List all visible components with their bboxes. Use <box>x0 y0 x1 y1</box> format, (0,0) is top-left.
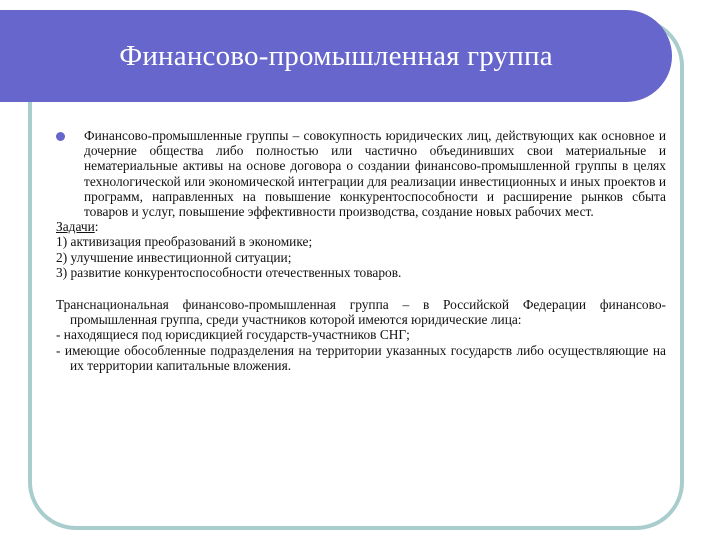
definition-paragraph <box>56 128 666 219</box>
spacer <box>56 280 666 297</box>
task-item: 1) активизация преобразований в экономике; <box>56 234 313 250</box>
bullet-dot-icon <box>56 132 65 141</box>
title-underline <box>84 103 636 106</box>
task-item: 2) улучшение инвестиционной ситуации; <box>56 249 292 265</box>
transnational-item: - имеющие обособленные подразделения на территории указанных государств либо осуществляющие на их территории капитальные вложения. <box>56 342 666 373</box>
transnational-item: - находящиеся под юрисдикцией государств-участников СНГ; <box>56 327 410 343</box>
tasks-heading-line <box>56 219 666 234</box>
tasks-heading: Задачи <box>56 219 95 235</box>
task-item: 3) развитие конкурентоспособности отечественных товаров. <box>56 264 402 280</box>
transnational-paragraph: Транснациональная финансово-промышленная группа – в Российской Федерации финансово-промышленная группа, среди участников которой имеются юридические лица: <box>56 297 666 328</box>
slide-title: Финансово-промышленная группа <box>119 39 553 72</box>
slide-content <box>56 128 666 373</box>
tasks-heading-colon: : <box>94 219 99 235</box>
definition-text: Финансово-промышленные группы – совокупность юридических лиц, действующих как основное и дочерние общества либо полностью или частично объединивших свои материальные и нематериальные активы на основе договора о создании финансово-промышленной группы в целях технологической или экономической интеграции для реализации инвестиционных и иных проектов и программ, направленных на повышение конкурентоспособности и расширение рынков сбыта товаров и услуг, повышение эффективности производства, создание новых рабочих мест. <box>84 128 666 220</box>
title-band <box>0 10 672 102</box>
